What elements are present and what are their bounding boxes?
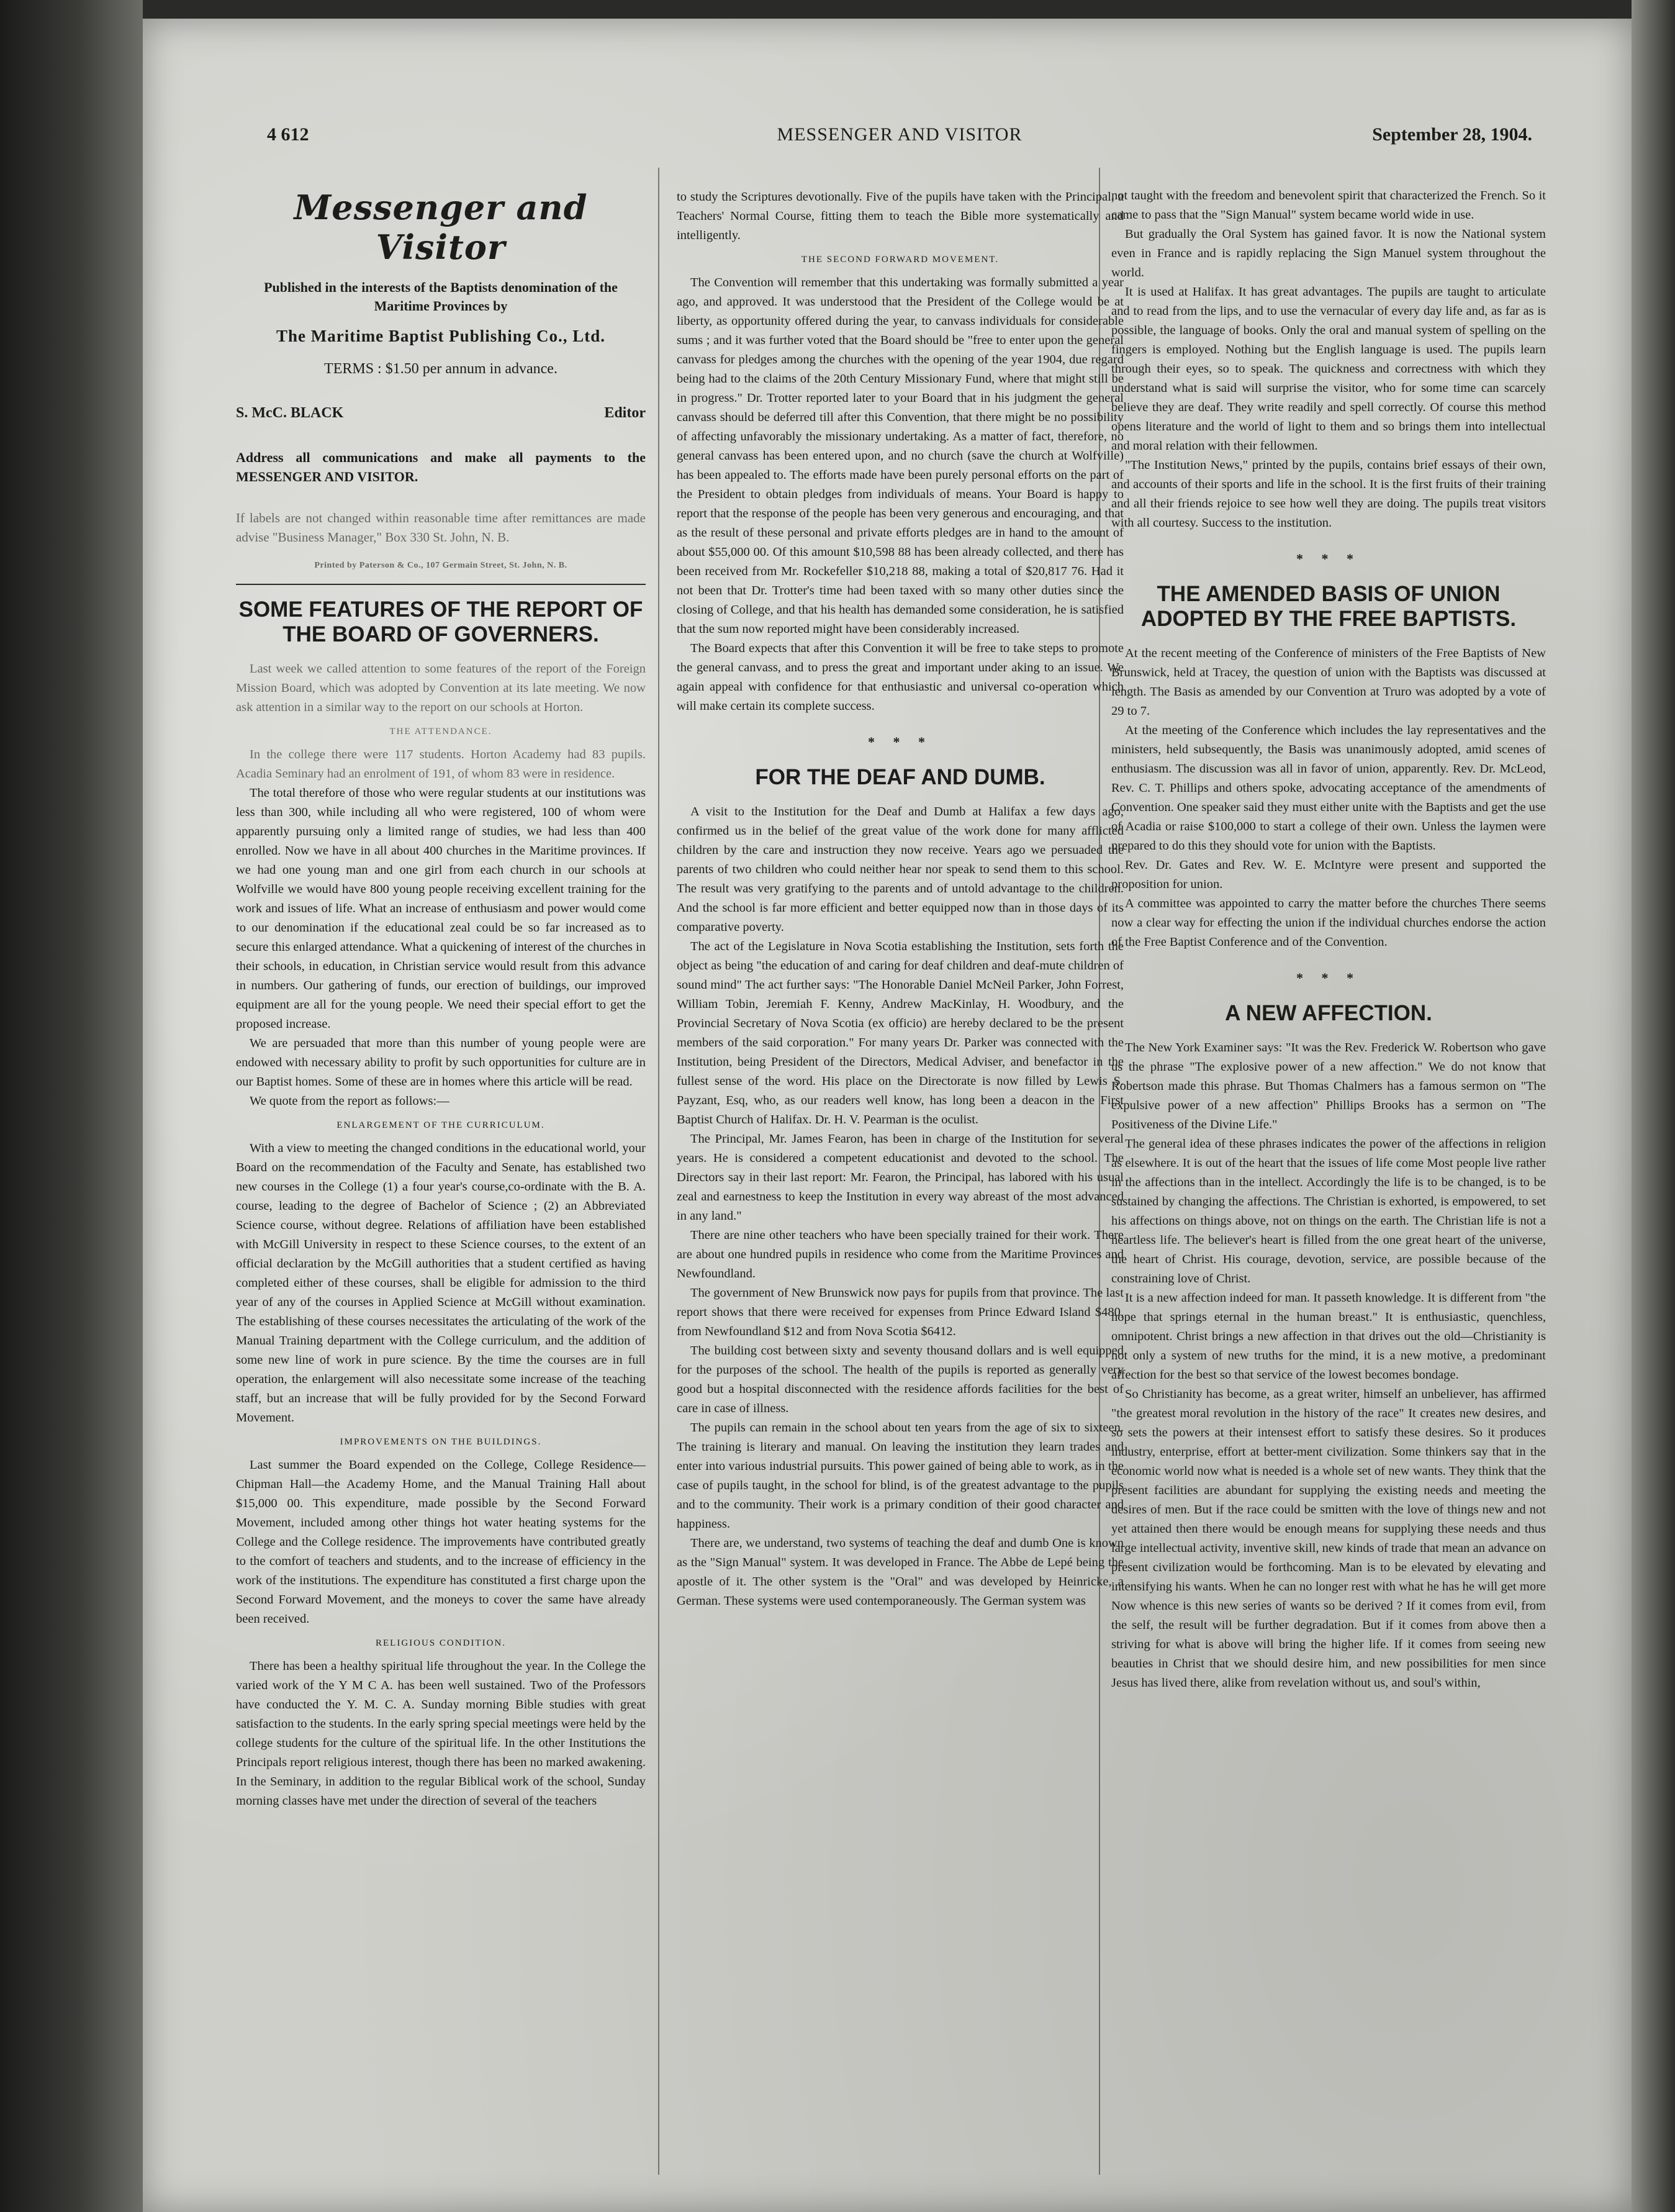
running-head <box>267 124 1532 155</box>
article-paragraph: The building cost between sixty and seventy thousand dollars and is well equipped for the purposes of the school. The health of the pupils is reported as generally very good but a hospital disconnected with the residence affords facilities for the best of care in case of illness. <box>677 1344 1124 1415</box>
editor-name: S. McC. BLACK <box>236 405 344 421</box>
column-1 <box>236 186 646 2187</box>
article-paragraph: With a view to meeting the changed conditions in the educational world, your Board on the recommendation of the Faculty and Senate, has established two new courses in the College (1) a four year's course,co-ordinate with the B. A. course, leading to the degree of Bachelor of Science ; (2) an Abbreviated Science course, without degree. Relations of affiliation have been established with McGill University in respect to these Science courses, to the extent of an official declaration by the McGill authorities that a student certified as having completed either of these courses, shall be eligible for admission to the third year of any of the courses in Applied Science at McGill without examination. The establishing of these courses necessitates the articulating of the work of the Manual Training department with the College curriculum, and the addition of some new line of work in pure science. By the time the courses are in full operation, the enlargement will also necessitate some increase of the teaching staff, but an increase that will be fully provided for by the Second Forward Movement. <box>236 1141 646 1425</box>
article-paragraph: So Christianity has become, as a great writer, himself an unbeliever, has affirmed "the greatest moral revolution in the history of the race" It creates new desires, and so sets the powers at their intensest effort to satisfy these desires. So it produces industry, enterprise, effort at better-ment civilization. Some thinkers say that in the economic world now what is needed is a whole set of new wants. They think that the present facilities are abundant for supplying the existing needs and meeting the desires of men. But if the race could be smitten with the love of things new and not yet attained then there would be enough means for supplying these needs and thus large intellectual activity, inventive skill, new kinds of trade that mean an advance on present civilization would be forthcoming. Man is to be elevated by elevating and intensifying his wants. When he can no longer rest with what he has he will get more Now whence is this new series of wants so be derived ? If it comes from evil, from the self, the result will be further degradation. But if it comes from above then a striving for what is above will bring the higher life. If it comes from seeing new beauties in Christ that we should desire him, and new possibilities for men since Jesus has lived there, alike from revelation without us, and soul's within, <box>1111 1387 1546 1690</box>
article-paragraph: There are, we understand, two systems of teaching the deaf and dumb One is known as the "Sign Manual" system. It was developed in France. The Abbe de Lepé being the apostle of it. The other system is the "Oral" and was developed by Heinricke, a German. These systems were used contemporaneously. The German system was <box>677 1536 1124 1608</box>
article-headline: FOR THE DEAF AND DUMB. <box>755 765 1045 789</box>
article-subhead: THE ATTENDANCE. <box>389 727 492 737</box>
article-subhead: ENLARGEMENT OF THE CURRICULUM. <box>336 1120 545 1130</box>
article-paragraph: The New York Examiner says: "It was the Rev. Frederick W. Robertson who gave us the phrase "The explosive power of a new affection." We do not know that Robertson made this phrase. But Thomas Chalmers has a famous sermon on "The expulsive power of a new affection" Phillips Brooks has a sermon on "The Positiveness of the Divine Life." <box>1111 1041 1546 1131</box>
column-3 <box>1111 186 1546 2187</box>
section-separator: * * * <box>1296 551 1361 566</box>
article-paragraph: to study the Scriptures devotionally. Five of the pupils have taken with the Principal, a Teachers' Normal Course, fitting them to teach the Bible more systematically and intelligently. <box>677 190 1124 242</box>
article-paragraph: The total therefore of those who were regular students at our institutions was less than 300, while including all who were registered, 100 of whom were apparently pursuing only a limited range of studies, we had less than 400 enrolled. Now we have in all about 400 churches in the Maritime provinces. If we had one young man and one girl from each church in our schools at Wolfville we would have 800 young people receiving excellent training for the work and issues of life. What an increase of enthusiasm and power would come to our denomination if the educational zeal could be so far increased as to secure this enlarged attendance. What a quickening of interest of the churches in their schools, in education, in Christian service would result from this advance in numbers. Our gathering of funds, our erection of buildings, our improved equipment are all for the young people. We need their special effort to get the proposed increase. <box>236 786 646 1031</box>
running-title: MESSENGER AND VISITOR <box>777 124 1023 145</box>
article-paragraph: A committee was appointed to carry the matter before the churches There seems now a clear way for effecting the union if the individual churches endorse the action of the Free Baptist Conference and of the Convention. <box>1111 897 1546 949</box>
masthead-published-line: Published in the interests of the Baptists denomination of the Maritime Provinces by <box>264 279 618 314</box>
column-2 <box>677 188 1124 2187</box>
article-headline: SOME FEATURES OF THE REPORT OF THE BOARD OF GOVERNERS. <box>238 597 643 646</box>
section-separator: * * * <box>868 734 932 750</box>
scan-edge-left <box>0 0 143 2212</box>
masthead-terms: TERMS : $1.50 per annum in advance. <box>324 361 558 377</box>
masthead-address: Address all communications and make all payments to the MESSENGER AND VISITOR. <box>236 450 646 484</box>
editor-label: Editor <box>604 405 646 421</box>
article-paragraph: The Principal, Mr. James Fearon, has been in charge of the Institution for several years. He is considered a competent educationist and devoted to the school. The Directors say in their last report: Mr. Fearon, the Principal, has labored with his usual zeal and earnestness to keep the Institution in every way abreast of the most advanced in any land." <box>677 1132 1124 1223</box>
masthead-title: Messenger and Visitor <box>294 188 588 267</box>
masthead-printer: Printed by Paterson & Co., 107 Germain Street, St. John, N. B. <box>314 561 567 570</box>
article-paragraph: At the recent meeting of the Conference of ministers of the Free Baptists of New Brunswick, held at Tracey, the question of union with the Baptists was discussed at length. The Basis as amended by our Convention at Truro was adopted by a vote of 29 to 7. <box>1111 646 1546 718</box>
article-paragraph: Rev. Dr. Gates and Rev. W. E. McIntyre were present and supported the proposition for union. <box>1111 858 1546 891</box>
article-paragraph: A visit to the Institution for the Deaf and Dumb at Halifax a few days ago, confirmed us in the belief of the great value of the work done for many afflicted children by the care and instruction they now receive. Years ago we persuaded the parents of two children who could neither hear nor speak to send them to this school. The result was very gratifying to the parents and of untold advantage to the children. And the school is far more efficient and better equipped now than in those days of its comparative poverty. <box>677 805 1124 934</box>
article-paragraph: At the meeting of the Conference which includes the lay representatives and the ministers, held subsequently, the Basis was unanimously adopted, amid scenes of enthusiasm. The discussion was all in favor of union, apparently. Rev. Dr. McLeod, Rev. C. T. Phillips and others spoke, advocating acceptance of the amendments of Convention. One speaker said they must either unite with the Baptists and get the use of Acadia or raise $100,000 to start a college of their own. Unless the laymen were prepared to do this they should vote for union with the Baptists. <box>1111 723 1546 853</box>
article-paragraph: The pupils can remain in the school about ten years from the age of six to sixteen. The training is literary and manual. On leaving the institution they learn trades and enter into various industrial pursuits. This power gained of being able to work, as in the case of pupils taught, in the school for blind, is of the greatest advantage to the pupils and to the community. Their work is a primary condition of their good character and happiness. <box>677 1421 1124 1531</box>
article-paragraph: But gradually the Oral System has gained favor. It is now the National system even in France and is rapidly replacing the Sign Manuel system throughout the world. <box>1111 227 1546 279</box>
article-paragraph: It is used at Halifax. It has great advantages. The pupils are taught to articulate and to read from the lips, and to use the vernacular of every day life and, as far as is possible, the language of books. Only the oral and manual system of spelling on the fingers is employed. Nothing but the English language is used. The pupils learn through their eyes, so to speak. The quickness and correctness with which they understand what is said will surprise the visitor, who for some time can scarcely believe they are deaf. They write readily and spell correctly. Of course this method opens literature and the world of light to them and so brings them into intellectual and moral relation with their fellowmen. <box>1111 285 1546 453</box>
article-headline: THE AMENDED BASIS OF UNION ADOPTED BY THE FREE BAPTISTS. <box>1140 582 1517 631</box>
masthead-publisher: The Maritime Baptist Publishing Co., Ltd. <box>276 327 606 345</box>
article-headline: A NEW AFFECTION. <box>1225 1001 1432 1025</box>
scan-edge-right <box>1632 0 1675 2212</box>
article-paragraph: The Convention will remember that this undertaking was formally submitted a year ago, and approved. It was understood that the President of the College would be at liberty, as opportunity offered during the year, to canvass individuals for considerable sums ; and it was further voted that the Board should be "free to enter upon the general canvass for pledges among the churches with the opening of the year 1904, due regard being had to the claims of the 20th Century Missionary Fund, where that might still be in progress." Dr. Trotter reported later to your Board that in his judgment the general canvass should be deferred till after this Convention, that there might be no possibility of affecting unfavorably the missionary undertaking. As a matter of fact, therefore, no general canvass has been entered upon, and no church (save the church at Wolfville) has been appealed to. The efforts made have been purely personal efforts on the part of the President to obtain pledges from individuals of means. Your Board is happy to report that the response of the people has been very generous and encouraging, and that as the result of these personal and private efforts pledges are in hand to the amount of about $55,000 00. Of this amount $10,598 88 has been already collected, and there has been received from Mr. Rockefeller $10,218 88, making a total of $20,817 76. Had it not been that Dr. Trotter's time had been taxed with so many other duties since the closing of College, and that his health has demanded some consideration, he is satisfied that the sum now reported might have been considerably increased. <box>677 276 1124 636</box>
article-subhead: IMPROVEMENTS ON THE BUILDINGS. <box>340 1437 542 1447</box>
article-paragraph: not taught with the freedom and benevolent spirit that characterized the French. So it came to pass that the "Sign Manual" system became world wide in use. <box>1111 189 1546 222</box>
page-number: 4 612 <box>267 124 309 145</box>
article-subhead: THE SECOND FORWARD MOVEMENT. <box>801 255 1000 265</box>
article-paragraph: The Board expects that after this Convention it will be free to take steps to promote the general canvass, and to press the great and important under aking to an issue. We again appeal with confidence for that enthusiastic and universal co-operation which will make certain its complete success. <box>677 641 1124 713</box>
article-paragraph: The act of the Legislature in Nova Scotia establishing the Institution, sets forth the object as being "the education of and caring for deaf children and deaf-mute children of sound mind" The act further says: "The Honorable Daniel McNeil Parker, John Forrest, William Tobin, Jeremiah F. Kenny, Andrew MacKinlay, H. Woodbury, and the Provincial Secretary of Nova Scotia (ex officio) are hereby declared to be the present members of the said corporation." For many years Dr. Parker was connected with the Institution, being President of the Directors, Medical Adviser, and benefactor in the fullest sense of the word. His place on the Directorate is now filled by Lewis S. Payzant, Esq, who, as our readers well know, has long been a deacon in the First Baptist Church of Halifax. Dr. H. V. Pearman is the oculist. <box>677 940 1124 1126</box>
article-paragraph: There has been a healthy spiritual life throughout the year. In the College the varied work of the Y M C A. has been well sustained. Two of the Professors have conducted the Y. M. C. A. Sunday morning Bible studies with great satisfaction to the students. In the early spring special meetings were held by the college students for the culture of the spiritual life. In the other Institutions the Principals report religious interest, though there has been no marked awakening. In the Seminary, in addition to the regular Biblical work of the school, Sunday morning classes have met under the direction of several of the teachers <box>236 1659 646 1808</box>
article-paragraph: It is a new affection indeed for man. It passeth knowledge. It is different from "the hope that springs eternal in the human breast." It is enthusiastic, quenchless, omnipotent. Christ brings a new affection in that drives out the old—Christianity is not only a system of new truths for the mind, it is a new motive, a predominant affection for the best so that service of the lowest becomes bondage. <box>1111 1291 1546 1382</box>
article-subhead: RELIGIOUS CONDITION. <box>376 1638 506 1648</box>
article-paragraph: The general idea of these phrases indicates the power of the affections in religion as elsewhere. It is out of the heart that the issues of life come Most people live rather in the affections than in the intellect. Accordingly the life is to be changed, is to be sustained by changing the affections. The Christian is exhorted, is empowered, to set his affections on things above, not on things on the earth. The Christian life is not a heartless life. The believer's heart is filled from the one great heart of the universe, the heart of Christ. His courage, devotion, service, are possible because of the constraining love of Christ. <box>1111 1137 1546 1285</box>
article-paragraph: There are nine other teachers who have been specially trained for their work. There are about one hundred pupils in residence who come from the Maritime Provinces and Newfoundland. <box>677 1228 1124 1281</box>
article-paragraph: Last week we called attention to some features of the report of the Foreign Mission Board, which was adopted by Convention at its late meeting. We now ask attention in a similar way to the report on our schools at Horton. <box>236 662 646 714</box>
article-paragraph: We quote from the report as follows:— <box>250 1094 449 1108</box>
article-paragraph: Last summer the Board expended on the College, College Residence—Chipman Hall—the Academy Home, and the Manual Training Hall about $15,000 00. This expenditure, made possible by the Second Forward Movement, included among other things hot water heating systems for the College and the College residence. The improvements have contributed greatly to the comfort of teachers and students, and to the increase of efficiency in the work of the institutions. The expenditure has constituted a first charge upon the Second Forward Movement, and the moneys to cover the same have already been received. <box>236 1458 646 1626</box>
newspaper-page <box>143 19 1632 2212</box>
section-separator: * * * <box>1296 970 1361 986</box>
masthead-rule <box>236 584 646 585</box>
article-paragraph: "The Institution News," printed by the pupils, contains brief essays of their own, and accounts of their sports and life in the school. It is the first fruits of their training and all their friends rejoice to see how well they are doing. The pupils treat visitors with all courtesy. Success to the institution. <box>1111 458 1546 530</box>
article-paragraph: We are persuaded that more than this number of young people were are endowed with necessary ability to profit by such opportunities for culture are in our Baptist homes. Some of these are in homes where this article will be read. <box>236 1036 646 1089</box>
masthead-editor <box>236 404 646 423</box>
masthead-labels-note: If labels are not changed within reasonable time after remittances are made advise "Business Manager," Box 330 St. John, N. B. <box>236 510 646 545</box>
article-paragraph: In the college there were 117 students. Horton Academy had 83 pupils. Acadia Seminary had an enrolment of 191, of whom 83 were in residence. <box>236 748 646 781</box>
article-paragraph: The government of New Brunswick now pays for pupils from that province. The last report shows that there were received for expenses from Prince Edward Island $480, from Newfoundland $12 and from Nova Scotia $6412. <box>677 1286 1124 1338</box>
column-rule <box>658 168 659 2175</box>
issue-date: September 28, 1904. <box>1372 124 1532 145</box>
